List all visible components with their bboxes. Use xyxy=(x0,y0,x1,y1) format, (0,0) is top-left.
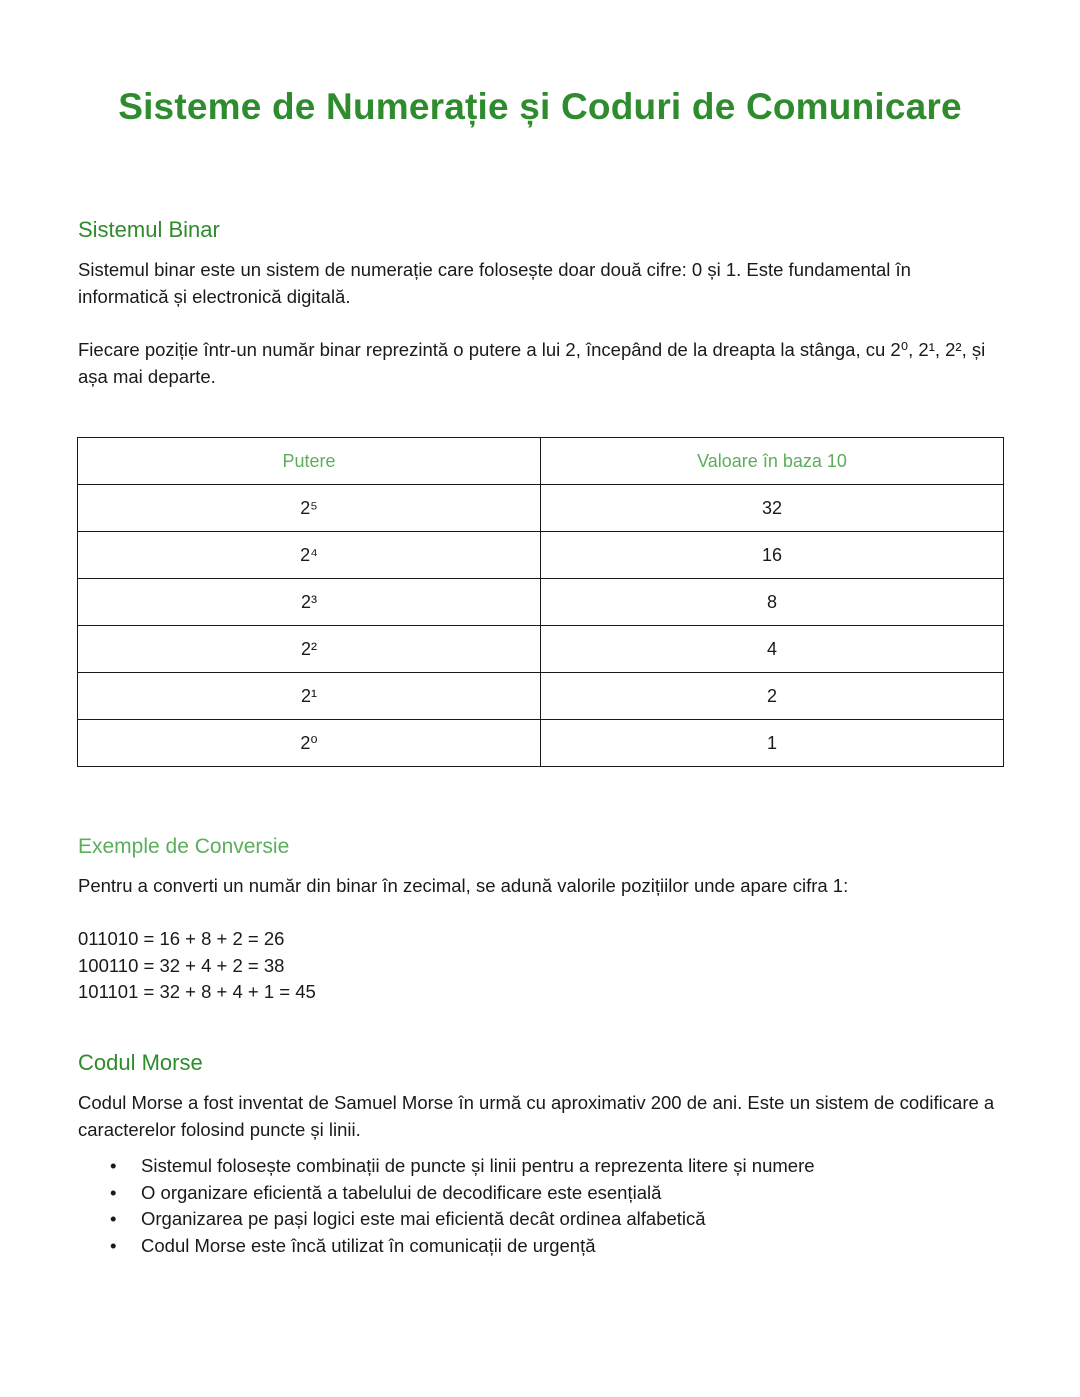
conversion-section-heading: Exemple de Conversie xyxy=(78,835,290,858)
bullet-dot-icon: • xyxy=(110,1234,117,1256)
table-cell-power: 2⁰ xyxy=(78,720,541,767)
conversion-example: 100110 = 32 + 4 + 2 = 38 xyxy=(78,954,285,976)
list-item-text: Organizarea pe pași logici este mai eficientă decât ordinea alfabetică xyxy=(141,1208,706,1229)
morse-section-heading: Codul Morse xyxy=(78,1050,203,1075)
morse-bullet-list xyxy=(110,1153,815,1259)
conversion-example: 011010 = 16 + 8 + 2 = 26 xyxy=(78,928,285,949)
list-item xyxy=(110,1153,815,1180)
binary-positions-paragraph: Fiecare poziție într-un număr binar reprezintă o putere a lui 2, începând de la dreapta la stânga, cu 2⁰, 2¹, 2², și așa mai departe. xyxy=(78,339,986,387)
powers-table xyxy=(77,437,1004,767)
binary-intro-paragraph: Sistemul binar este un sistem de numerație care folosește doar două cifre: 0 și 1. Este fundamental în informatică și electronică digitală. xyxy=(78,259,911,307)
table-cell-value: 32 xyxy=(541,485,1004,532)
table-header-power: Putere xyxy=(78,438,541,485)
list-item xyxy=(110,1233,815,1260)
table-row xyxy=(78,485,1004,532)
bullet-dot-icon: • xyxy=(110,1155,117,1176)
table-cell-value: 2 xyxy=(541,673,1004,720)
table-row xyxy=(78,626,1004,673)
list-item-text: Sistemul folosește combinații de puncte și linii pentru a reprezenta litere și numere xyxy=(141,1155,815,1176)
table-header-row xyxy=(78,438,1004,485)
morse-intro-paragraph: Codul Morse a fost inventat de Samuel Morse în urmă cu aproximativ 200 de ani. Este un sistem de codificare a caracterelor folosind puncte și linii. xyxy=(78,1092,995,1140)
table-cell-power: 2⁵ xyxy=(78,485,541,532)
table-cell-value: 8 xyxy=(541,579,1004,626)
table-row xyxy=(78,720,1004,767)
list-item-text: Codul Morse este încă utilizat în comunicații de urgență xyxy=(141,1234,596,1256)
binary-section-heading: Sistemul Binar xyxy=(78,217,220,242)
table-row xyxy=(78,532,1004,579)
table-header-value: Valoare în baza 10 xyxy=(541,438,1004,485)
table-cell-power: 2² xyxy=(78,626,541,673)
list-item xyxy=(110,1180,815,1207)
table-cell-value: 16 xyxy=(541,532,1004,579)
conversion-example: 101101 = 32 + 8 + 4 + 1 = 45 xyxy=(78,981,316,1002)
list-item-text: O organizare eficientă a tabelului de decodificare este esențială xyxy=(141,1181,662,1203)
table-cell-power: 2³ xyxy=(78,579,541,626)
table-cell-power: 2⁴ xyxy=(78,532,541,579)
table-cell-value: 4 xyxy=(541,626,1004,673)
list-item xyxy=(110,1206,815,1233)
table-cell-value: 1 xyxy=(541,720,1004,767)
table-row xyxy=(78,579,1004,626)
conversion-intro-paragraph: Pentru a converti un număr din binar în zecimal, se adună valorile pozițiilor unde apare cifra 1: xyxy=(78,875,849,896)
bullet-dot-icon: • xyxy=(110,1208,117,1229)
bullet-dot-icon: • xyxy=(110,1181,117,1203)
conversion-examples xyxy=(78,926,316,1006)
table-cell-power: 2¹ xyxy=(78,673,541,720)
table-row xyxy=(78,673,1004,720)
page-title: Sisteme de Numerație și Coduri de Comunicare xyxy=(118,86,962,127)
